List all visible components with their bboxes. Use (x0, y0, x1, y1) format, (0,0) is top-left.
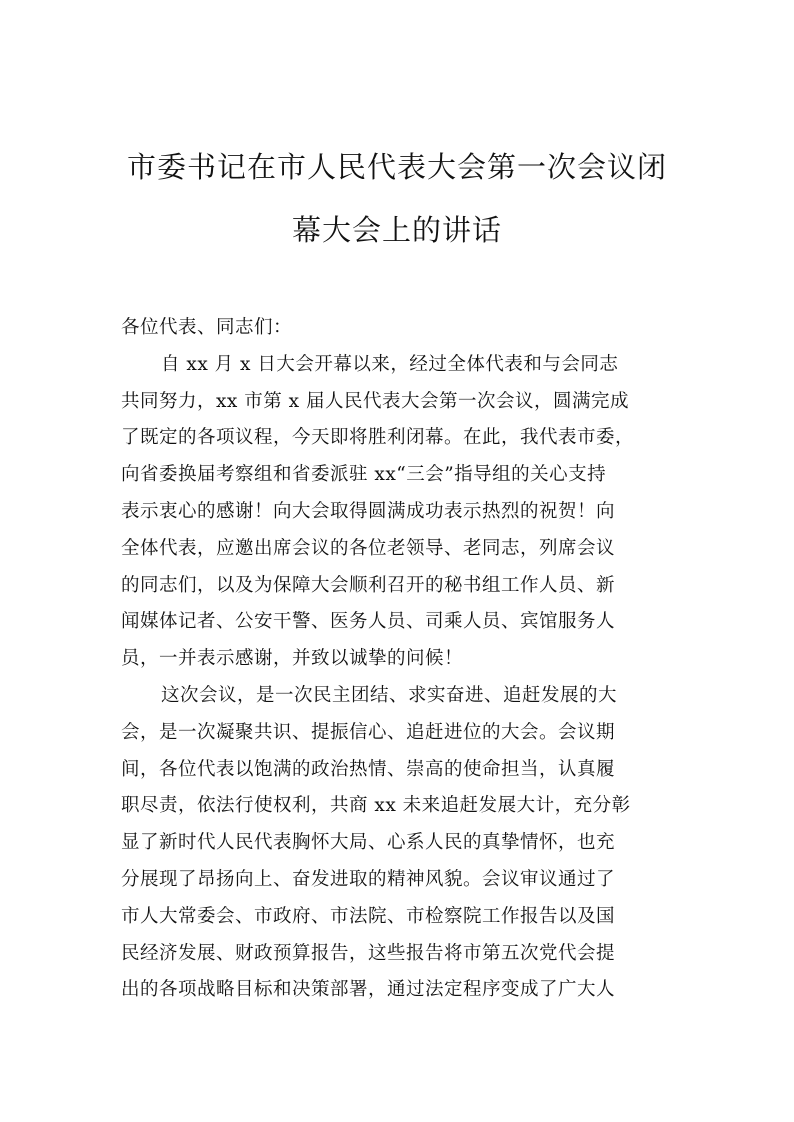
body-line: 出的各项战略目标和决策部署，通过法定程序变成了广大人 (121, 979, 616, 1001)
body-line: 职尽责，依法行使权利，共商 xx 未来追赶发展大计，充分彰 (121, 795, 631, 817)
body-line: 会，是一次凝聚共识、提振信心、追赶进位的大会。会议期 (121, 721, 616, 743)
salutation: 各位代表、同志们： (121, 317, 293, 338)
body-line: 市人大常委会、市政府、市法院、市检察院工作报告以及国 (121, 905, 616, 927)
body-line: 自 xx 月 x 日大会开幕以来，经过全体代表和与会同志 (161, 353, 619, 375)
body-line: 的同志们，以及为保障大会顺利召开的秘书组工作人员、新 (121, 574, 616, 596)
document-body (121, 310, 676, 1009)
body-line: 民经济发展、财政预算报告，这些报告将市第五次党代会提 (121, 942, 616, 964)
body-line: 闻媒体记者、公安干警、医务人员、司乘人员、宾馆服务人 (121, 611, 616, 633)
body-line: 分展现了昂扬向上、奋发进取的精神风貌。会议审议通过了 (121, 868, 616, 890)
body-line: 共同努力，xx 市第 x 届人民代表大会第一次会议，圆满完成 (121, 390, 629, 412)
body-line: 显了新时代人民代表胸怀大局、心系人民的真挚情怀，也充 (121, 832, 616, 854)
body-line: 这次会议，是一次民主团结、求实奋进、追赶发展的大 (161, 684, 618, 706)
body-line: 员，一并表示感谢，并致以诚挚的问候！ (121, 648, 464, 670)
body-line: 间，各位代表以饱满的政治热情、崇高的使命担当，认真履 (121, 758, 616, 780)
body-line: 表示衷心的感谢！向大会取得圆满成功表示热烈的祝贺！向 (121, 500, 616, 522)
body-line: 向省委换届考察组和省委派驻 xx“三会”指导组的关心支持 (121, 464, 607, 486)
body-line: 全体代表，应邀出席会议的各位老领导、老同志，列席会议 (121, 537, 616, 559)
document-title-line-1: 市委书记在市人民代表大会第一次会议闭 (126, 150, 667, 184)
body-line: 了既定的各项议程，今天即将胜利闭幕。在此，我代表市委， (121, 427, 635, 449)
document-title-line-2: 幕大会上的讲话 (291, 213, 502, 247)
